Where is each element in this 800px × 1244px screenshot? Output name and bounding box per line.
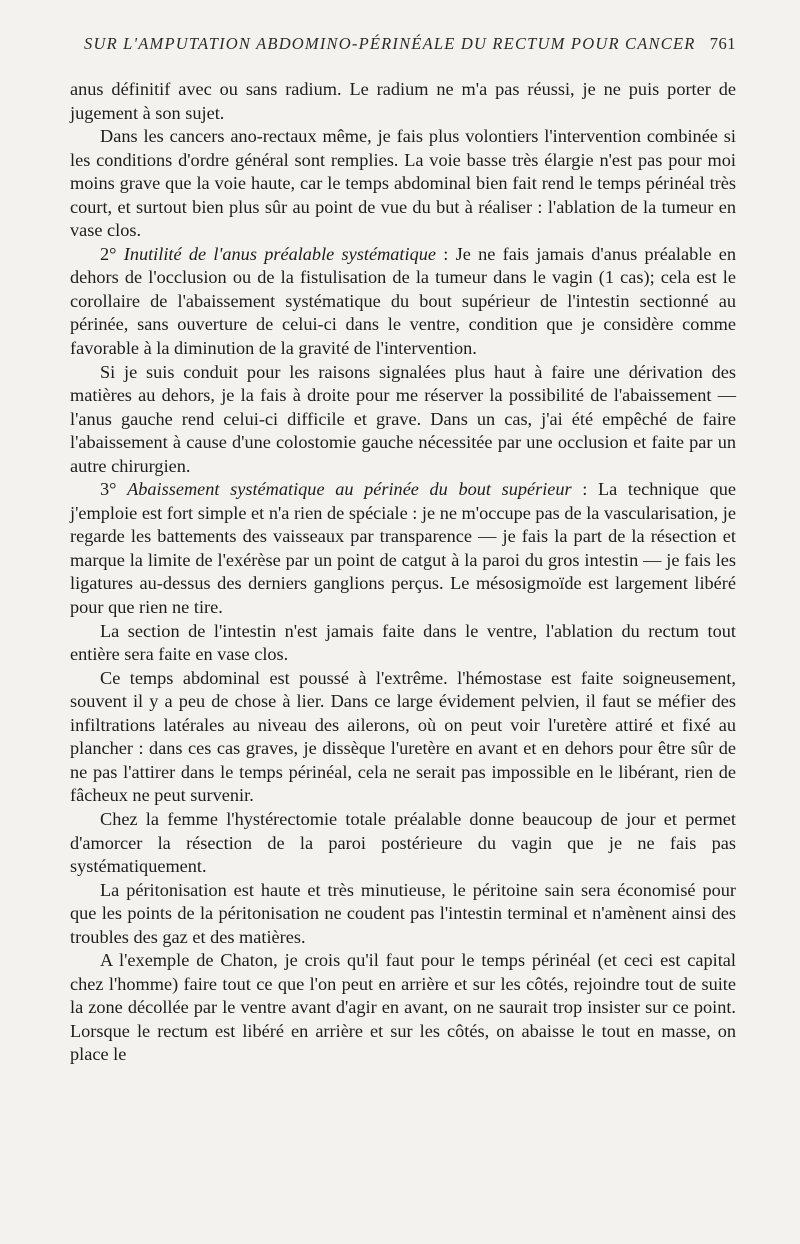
paragraph-3-inutilite: 2° Inutilité de l'anus préalable systématique : Je ne fais jamais d'anus préalable en dehors de l'occlusion ou de la fistulisation de la tumeur dans le vagin (1 cas); cela est le corollaire de l'abaissement systématique du bout supérieur de l'intestin sectionné au périnée, sans ouverture de celui-ci dans le ventre, condition que je considère comme favorable à la diminution de la gravité de l'intervention. [70, 243, 736, 359]
paragraph-9: La péritonisation est haute et très minutieuse, le péritoine sain sera économisé pour que les points de la péritonisation ne coudent pas l'intestin terminal et n'amènent ainsi des troubles des gaz et des matières. [70, 879, 736, 947]
section-heading-italic: Inutilité de l'anus préalable systématique [123, 243, 436, 264]
body-text [70, 78, 736, 1067]
running-title: SUR L'AMPUTATION ABDOMINO-PÉRINÉALE DU RECTUM POUR CANCER [84, 34, 696, 53]
section-number: 2° [100, 243, 124, 264]
running-header [84, 34, 736, 58]
paragraph-4: Si je suis conduit pour les raisons signalées plus haut à faire une dérivation des matières au dehors, je la fais à droite pour me réserver la possibilité de l'abaissement — l'anus gauche rend celui-ci difficile et grave. Dans un cas, j'ai été empêché de faire l'abaissement à cause d'une colostomie gauche nécessitée par une occlusion et faite par un autre chirurgien. [70, 361, 736, 476]
paragraph-2: Dans les cancers ano-rectaux même, je fais plus volontiers l'intervention combinée si les conditions d'ordre général sont remplies. La voie basse très élargie n'est pas pour moi moins grave que la voie haute, car le temps abdominal bien fait rend le temps périnéal très court, et surtout bien plus sûr au point de vue du but à réaliser : l'ablation de la tumeur en vase clos. [70, 126, 736, 241]
section-heading-italic: Abaissement systématique au périnée du bout supérieur [127, 479, 572, 500]
paragraph-10: A l'exemple de Chaton, je crois qu'il faut pour le temps périnéal (et ceci est capital chez l'homme) faire tout ce que l'on peut en arrière et sur les côtés, rejoindre tout de suite la zone décollée par le ventre avant d'agir en avant, on ne saurait trop insister sur ce point. Lorsque le rectum est libéré en arrière et sur les côtés, on abaisse le tout en masse, on place le [70, 950, 736, 1065]
page-number: 761 [709, 34, 736, 53]
section-number: 3° [100, 479, 128, 500]
paragraph-6: La section de l'intestin n'est jamais faite dans le ventre, l'ablation du rectum tout entière sera faite en vase clos. [70, 620, 736, 665]
paragraph-5-abaissement: 3° Abaissement systématique au périnée du bout supérieur : La technique que j'emploie est fort simple et n'a rien de spéciale : je ne m'occupe pas de la vascularisation, je regarde les battements des vaisseaux par transparence — je fais la part de la résection et marque la limite de l'exérèse par un point de catgut à la paroi du gros intestin — je fais les ligatures au-dessus des derniers ganglions perçus. Le mésosigmoïde est largement libéré pour que rien ne tire. [70, 479, 736, 618]
paragraph-1: anus définitif avec ou sans radium. Le radium ne m'a pas réussi, je ne puis porter de jugement à son sujet. [70, 79, 736, 123]
paragraph-8: Chez la femme l'hystérectomie totale préalable donne beaucoup de jour et permet d'amorcer la résection de la paroi postérieure du vagin que je ne fais pas systématiquement. [70, 808, 736, 877]
paragraph-7: Ce temps abdominal est poussé à l'extrême. l'hémostase est faite soigneusement, souvent il y a peu de chose à lier. Dans ce large évidement pelvien, il faut se méfier des infiltrations latérales au niveau des ailerons, où on peut voir l'uretère attiré et fixé au plancher : dans ces cas graves, je dissèque l'uretère en avant et en dehors pour être sûr de ne pas l'attirer dans le temps périnéal, cela ne serait pas impossible en le libérant, rien de fâcheux ne peut survenir. [70, 667, 736, 806]
